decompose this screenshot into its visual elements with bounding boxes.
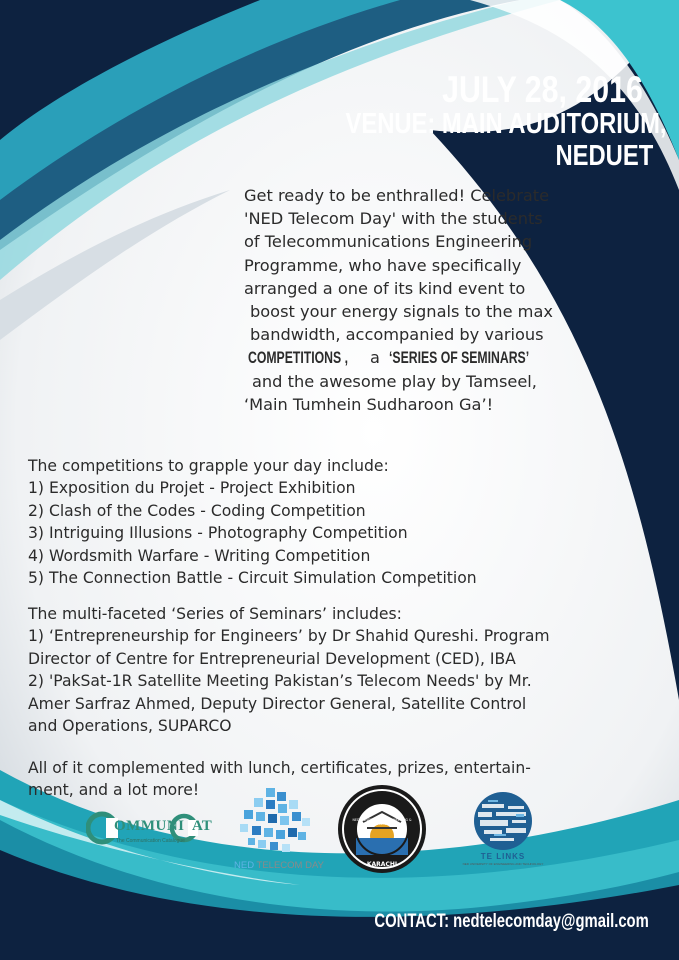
intro-line: bandwidth, accompanied by various — [250, 325, 544, 345]
list-item: 3) Intriguing Illusions - Photography Competition — [28, 524, 408, 543]
seminars-heading: The multi-faceted ‘Series of Seminars’ includes: — [28, 605, 402, 623]
list-item: 4) Wordsmith Warfare - Writing Competition — [28, 546, 371, 565]
intro-connector: a — [370, 348, 380, 368]
seminars-section — [28, 603, 550, 737]
closing-line: All of it complemented with lunch, certificates, prizes, entertain- — [28, 759, 531, 777]
list-item: and Operations, SUPARCO — [28, 717, 232, 736]
list-item: 5) The Connection Battle - Circuit Simulation Competition — [28, 569, 477, 588]
communicat-logo — [86, 808, 216, 854]
ned-university-seal — [335, 782, 429, 876]
ned-caption-prefix: NED — [234, 860, 255, 871]
intro-line-highlight — [244, 346, 624, 369]
communicat-tagline: The Communication Catalogue — [116, 838, 185, 844]
intro-line: 'NED Telecom Day' with the students — [244, 209, 543, 229]
event-venue-line1: VENUE: MAIN AUDITORIUM, — [344, 108, 666, 140]
list-item: Amer Sarfraz Ahmed, Deputy Director General, Satellite Control — [28, 694, 527, 713]
list-item: 2) Clash of the Codes - Coding Competition — [28, 501, 366, 520]
closing-line: ment, and a lot more! — [28, 781, 200, 800]
intro-line: of Telecommunications Engineering — [244, 232, 533, 252]
university-city: KARACHI — [366, 861, 398, 868]
list-item: 1) ‘Entrepreneurship for Engineers’ by Dr Shahid Qureshi. Program — [28, 627, 550, 646]
intro-line: Get ready to be enthralled! Celebrate — [244, 186, 550, 205]
te-links-logo — [458, 790, 548, 870]
competitions-heading: The competitions to grapple your day include: — [28, 457, 389, 475]
word-cloud-globe-icon — [458, 790, 548, 852]
intro-line: arranged a one of its kind event to — [244, 278, 526, 298]
intro-line: and the awesome play by Tamseel, — [252, 371, 537, 391]
ned-telecom-day-logo — [226, 786, 326, 882]
te-links-title: TE LINKS — [480, 852, 526, 861]
competitions-section — [28, 455, 477, 589]
list-item: 2) 'PakSat-1R Satellite Meeting Pakistan’s Telecom Needs' by Mr. — [28, 672, 532, 691]
intro-paragraph — [244, 184, 624, 416]
ned-telecom-day-caption — [234, 860, 324, 871]
communicat-text-a: OMMUNI — [114, 818, 185, 834]
intro-line: boost your energy signals to the max — [250, 302, 553, 322]
seminars-highlight: ‘SERIES OF SEMINARS’ — [389, 348, 530, 368]
list-item: 1) Exposition du Projet - Project Exhibition — [28, 479, 356, 498]
university-name: NED UNIVERSITY OF ENGINEERING & TECHNOLOGY — [352, 818, 412, 826]
event-date: JULY 28, 2016 — [442, 69, 643, 110]
list-item: Director of Centre for Entrepreneurial Development (CED), IBA — [28, 649, 516, 668]
intro-line: Programme, who have specifically — [244, 255, 522, 275]
communicat-text-b: AT — [192, 818, 212, 834]
competitions-highlight: COMPETITIONS , — [248, 348, 348, 368]
te-links-subtitle: NED UNIVERSITY OF ENGINEERING AND TECHNOLOGY — [462, 862, 544, 866]
event-venue-line2: NEDUET — [555, 140, 653, 172]
pixel-cluster-icon — [226, 786, 326, 866]
intro-line: ‘Main Tumhein Sudharoon Ga’! — [244, 394, 494, 414]
ned-caption-suffix: TELECOM DAY — [256, 860, 324, 871]
contact-email: CONTACT: nedtelecomday@gmail.com — [374, 911, 649, 932]
